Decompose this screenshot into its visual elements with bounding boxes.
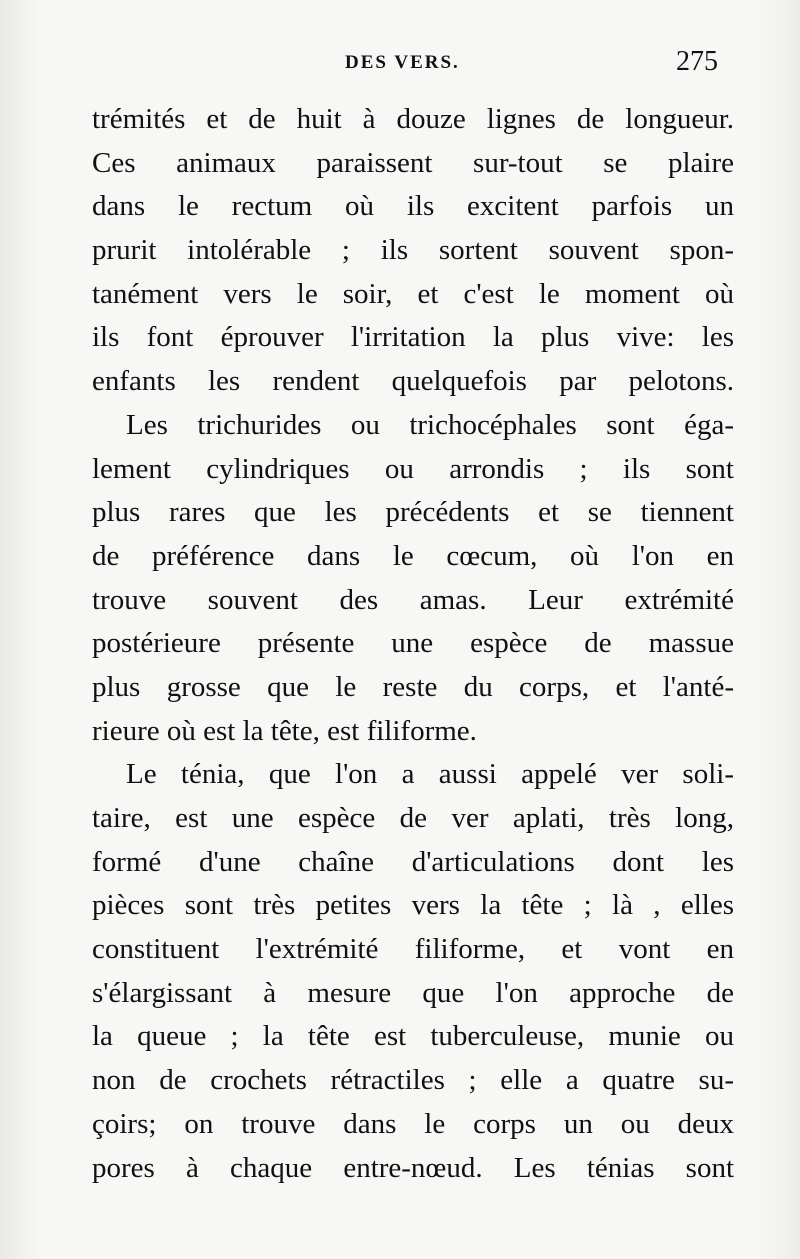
- text-line: la queue ; la tête est tuberculeuse, munie ou: [92, 1020, 734, 1053]
- text-line: tanément vers le soir, et c'est le moment où: [92, 277, 734, 310]
- paragraph-first-line: Les trichurides ou trichocéphales sont éga-: [126, 408, 734, 441]
- page-number: 275: [676, 46, 718, 77]
- text-line: trémités et de huit à douze lignes de longueur.: [92, 103, 734, 135]
- text-line: pièces sont très petites vers la tête ; là , elles: [92, 889, 734, 922]
- text-line: çoirs; on trouve dans le corps un ou deux: [92, 1107, 734, 1140]
- text-line: postérieure présente une espèce de massue: [92, 627, 734, 660]
- text-line: Ces animaux paraissent sur-tout se plaire: [92, 146, 734, 179]
- text-line: trouve souvent des amas. Leur extrémité: [92, 583, 734, 616]
- paragraph-first-line: Le ténia, que l'on a aussi appelé ver soli-: [126, 758, 734, 791]
- text-line: s'élargissant à mesure que l'on approche de: [92, 976, 734, 1009]
- text-line: taire, est une espèce de ver aplati, très long,: [92, 802, 734, 834]
- running-head: [0, 46, 800, 82]
- text-line: formé d'une chaîne d'articulations dont les: [92, 845, 734, 878]
- text-line: plus grosse que le reste du corps, et l'anté-: [92, 670, 734, 703]
- text-line: ils font éprouver l'irritation la plus vive: les: [92, 321, 734, 354]
- text-line: plus rares que les précédents et se tiennent: [92, 496, 734, 529]
- text-line: enfants les rendent quelquefois par pelotons.: [92, 365, 734, 398]
- body-text: [92, 98, 734, 1190]
- text-line: constituent l'extrémité filiforme, et vont en: [92, 933, 734, 966]
- text-line: lement cylindriques ou arrondis ; ils sont: [92, 452, 734, 485]
- text-line: prurit intolérable ; ils sortent souvent spon-: [92, 234, 734, 267]
- text-line: de préférence dans le cœcum, où l'on en: [92, 539, 734, 572]
- text-line: non de crochets rétractiles ; elle a quatre su-: [92, 1064, 734, 1097]
- text-line: dans le rectum où ils excitent parfois un: [92, 190, 734, 223]
- text-line: pores à chaque entre-nœud. Les ténias sont: [92, 1151, 734, 1184]
- running-head-title: DES VERS.: [345, 52, 460, 73]
- paragraph-last-line: rieure où est la tête, est filiforme.: [92, 714, 477, 747]
